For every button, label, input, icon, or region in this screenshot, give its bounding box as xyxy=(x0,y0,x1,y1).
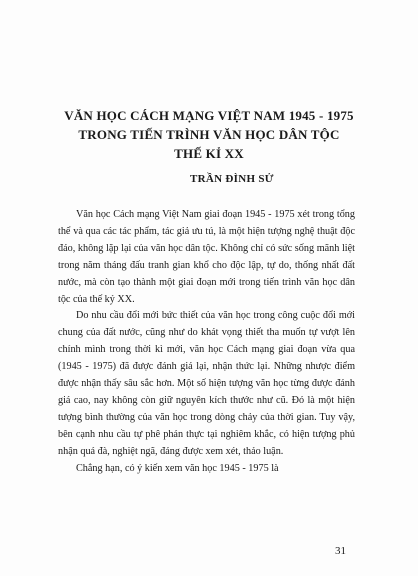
title-line-2: TRONG TIẾN TRÌNH VĂN HỌC DÂN TỘC xyxy=(78,127,340,142)
paragraph-2: Do nhu cầu đổi mới bức thiết của văn học trong công cuộc đổi mới chung của đất nước, cũng như do khát vọng thiết tha muốn tự vượt lên chính mình trong thời kì mới, văn học Cách mạng giai đoạn vừa qua (1945 - 1975) đã được đánh giá lại, nhận thức lại. Những nhược điểm được nhận thấy sâu sắc hơn. Một số hiện tượng văn học từng được đánh giá cao, nay không còn giữ nguyên kích thước như cũ. Đó là một hiện tượng bình thường của văn học trong dòng chảy của thời gian. Tuy vậy, bên cạnh nhu cầu tự phê phán thực tại nghiêm khắc, có hiện tượng phủ nhận quá đà, nghiệt ngã, đáng được xem xét, thảo luận. xyxy=(58,310,355,457)
author-name: TRẦN ĐÌNH SỬ xyxy=(190,173,274,185)
paragraph-1: Văn học Cách mạng Việt Nam giai đoạn 1945 - 1975 xét trong tổng thể và qua các tác phẩm, tác giả ưu tú, là một hiện tượng nghệ thuật độc đáo, không lặp lại của văn học dân tộc. Không chỉ có sức sống mãnh liệt trong năm tháng đấu tranh gian khổ cho độc lập, tự do, thống nhất đất nước, mà còn tạo thành một giai đoạn mới trong tiến trình văn học dân tộc của thế kỷ XX. xyxy=(58,209,355,305)
page-number: 31 xyxy=(335,545,346,557)
paragraph-3: Chẳng hạn, có ý kiến xem văn học 1945 - 1975 là xyxy=(76,462,279,474)
title-line-1: VĂN HỌC CÁCH MẠNG VIỆT NAM 1945 - 1975 xyxy=(64,108,354,123)
body-text xyxy=(58,207,355,478)
title-line-3: THẾ KỈ XX xyxy=(174,146,244,161)
